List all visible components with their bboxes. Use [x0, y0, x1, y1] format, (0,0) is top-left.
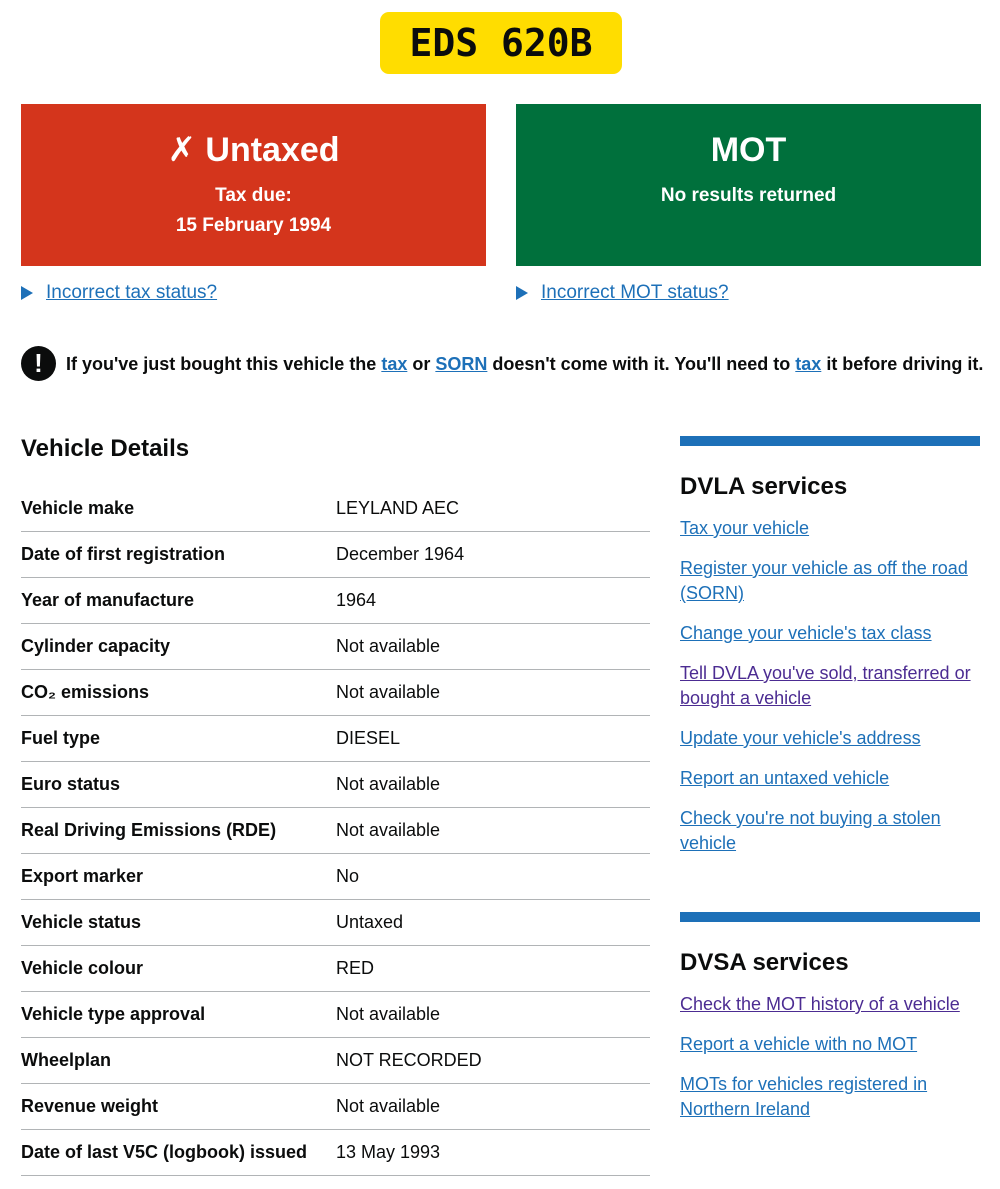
warning-icon: ! — [21, 346, 56, 381]
table-row — [21, 670, 650, 716]
row-value: No — [336, 866, 360, 886]
dvsa-services-sidebar — [680, 912, 980, 1137]
list-item — [680, 806, 980, 856]
warning-text-part: doesn't come with it. You'll need to — [487, 353, 796, 374]
row-key: Vehicle status — [21, 912, 142, 932]
sidebar-top-bar — [680, 912, 980, 922]
mot-history-link[interactable]: Check the MOT history of a vehicle — [680, 994, 960, 1014]
row-value: Not available — [336, 1096, 441, 1116]
check-stolen-link[interactable]: Check you're not buying a stolen vehicle — [680, 808, 941, 853]
report-no-mot-link[interactable]: Report a vehicle with no MOT — [680, 1034, 918, 1054]
dvla-services-list — [680, 516, 980, 856]
row-value: Not available — [336, 774, 441, 794]
table-row — [21, 624, 650, 670]
table-row — [21, 992, 650, 1038]
table-row — [21, 578, 650, 624]
incorrect-tax-status-link[interactable]: Incorrect tax status? — [46, 282, 218, 303]
change-tax-class-link[interactable]: Change your vehicle's tax class — [680, 623, 932, 643]
list-item — [680, 766, 980, 791]
warning-message — [66, 352, 983, 376]
warning-text-part: If you've just bought this vehicle the — [66, 353, 382, 374]
list-item — [680, 621, 980, 646]
row-key: Revenue weight — [21, 1096, 159, 1116]
disclosure-triangle-icon — [516, 286, 528, 300]
sorn-link[interactable]: SORN — [435, 353, 488, 374]
incorrect-mot-status-toggle[interactable] — [516, 282, 729, 304]
row-value: Not available — [336, 636, 441, 656]
list-item — [680, 992, 980, 1017]
dvsa-services-heading: DVSA services — [680, 949, 849, 976]
report-untaxed-link[interactable]: Report an untaxed vehicle — [680, 768, 890, 788]
row-value: December 1964 — [336, 544, 465, 564]
row-value: Untaxed — [336, 912, 404, 932]
row-value: 13 May 1993 — [336, 1142, 441, 1162]
row-value: Not available — [336, 1004, 441, 1024]
table-row — [21, 762, 650, 808]
tax-due-date: 15 February 1994 — [175, 215, 332, 236]
warning-text — [21, 346, 991, 381]
row-key: Vehicle make — [21, 498, 135, 518]
tax-status-panel — [21, 104, 486, 266]
row-value: Not available — [336, 682, 441, 702]
tax-link[interactable]: tax — [381, 353, 408, 374]
list-item — [680, 516, 980, 541]
table-row — [21, 532, 650, 578]
table-row — [21, 716, 650, 762]
table-row — [21, 854, 650, 900]
tax-status-heading: ✗ Untaxed — [167, 131, 340, 169]
row-value: RED — [336, 958, 375, 978]
row-value: NOT RECORDED — [336, 1050, 482, 1070]
row-value: LEYLAND AEC — [336, 498, 460, 518]
mots-northern-ireland-link[interactable]: MOTs for vehicles registered in Northern Ireland — [680, 1074, 928, 1119]
dvsa-services-list — [680, 992, 980, 1122]
row-key: Vehicle type approval — [21, 1004, 206, 1024]
list-item — [680, 1032, 980, 1057]
row-value: 1964 — [336, 590, 377, 610]
vehicle-details-table — [21, 486, 650, 1176]
list-item — [680, 556, 980, 606]
table-row — [21, 1084, 650, 1130]
row-key: Date of last V5C (logbook) issued — [21, 1142, 308, 1162]
dvla-services-heading: DVLA services — [680, 473, 848, 500]
disclosure-triangle-icon — [21, 286, 33, 300]
row-value: Not available — [336, 820, 441, 840]
tax-your-vehicle-link[interactable]: Tax your vehicle — [680, 518, 810, 538]
register-sorn-link[interactable]: Register your vehicle as off the road (SORN) — [680, 558, 968, 603]
mot-status-panel — [516, 104, 981, 266]
table-row — [21, 808, 650, 854]
row-key: CO₂ emissions — [21, 682, 150, 702]
list-item — [680, 661, 980, 711]
incorrect-mot-status-link[interactable]: Incorrect MOT status? — [541, 282, 729, 303]
sidebar-top-bar — [680, 436, 980, 446]
tax-due-label: Tax due: — [215, 185, 292, 206]
row-key: Euro status — [21, 774, 121, 794]
table-row — [21, 1130, 650, 1176]
list-item — [680, 1072, 980, 1122]
row-key: Wheelplan — [21, 1050, 112, 1070]
vehicle-details-heading: Vehicle Details — [21, 435, 190, 462]
table-row — [21, 946, 650, 992]
update-address-link[interactable]: Update your vehicle's address — [680, 728, 921, 748]
row-key: Cylinder capacity — [21, 636, 171, 656]
table-row — [21, 1038, 650, 1084]
row-key: Fuel type — [21, 728, 101, 748]
registration-plate: EDS 620B — [380, 12, 622, 74]
tax-link-2[interactable]: tax — [795, 353, 822, 374]
tell-dvla-sold-link[interactable]: Tell DVLA you've sold, transferred or bought a vehicle — [680, 663, 971, 708]
row-key: Real Driving Emissions (RDE) — [21, 820, 277, 840]
row-value: DIESEL — [336, 728, 401, 748]
incorrect-tax-status-toggle[interactable] — [21, 282, 217, 304]
list-item — [680, 726, 980, 751]
warning-text-part: it before driving it. — [821, 353, 984, 374]
row-key: Year of manufacture — [21, 590, 195, 610]
row-key: Export marker — [21, 866, 144, 886]
row-key: Date of first registration — [21, 544, 226, 564]
row-key: Vehicle colour — [21, 958, 144, 978]
table-row — [21, 900, 650, 946]
dvla-services-sidebar — [680, 436, 980, 871]
warning-text-part: or — [407, 353, 436, 374]
table-row — [21, 486, 650, 532]
mot-result-text: No results returned — [660, 185, 837, 206]
mot-status-heading: MOT — [710, 131, 787, 169]
